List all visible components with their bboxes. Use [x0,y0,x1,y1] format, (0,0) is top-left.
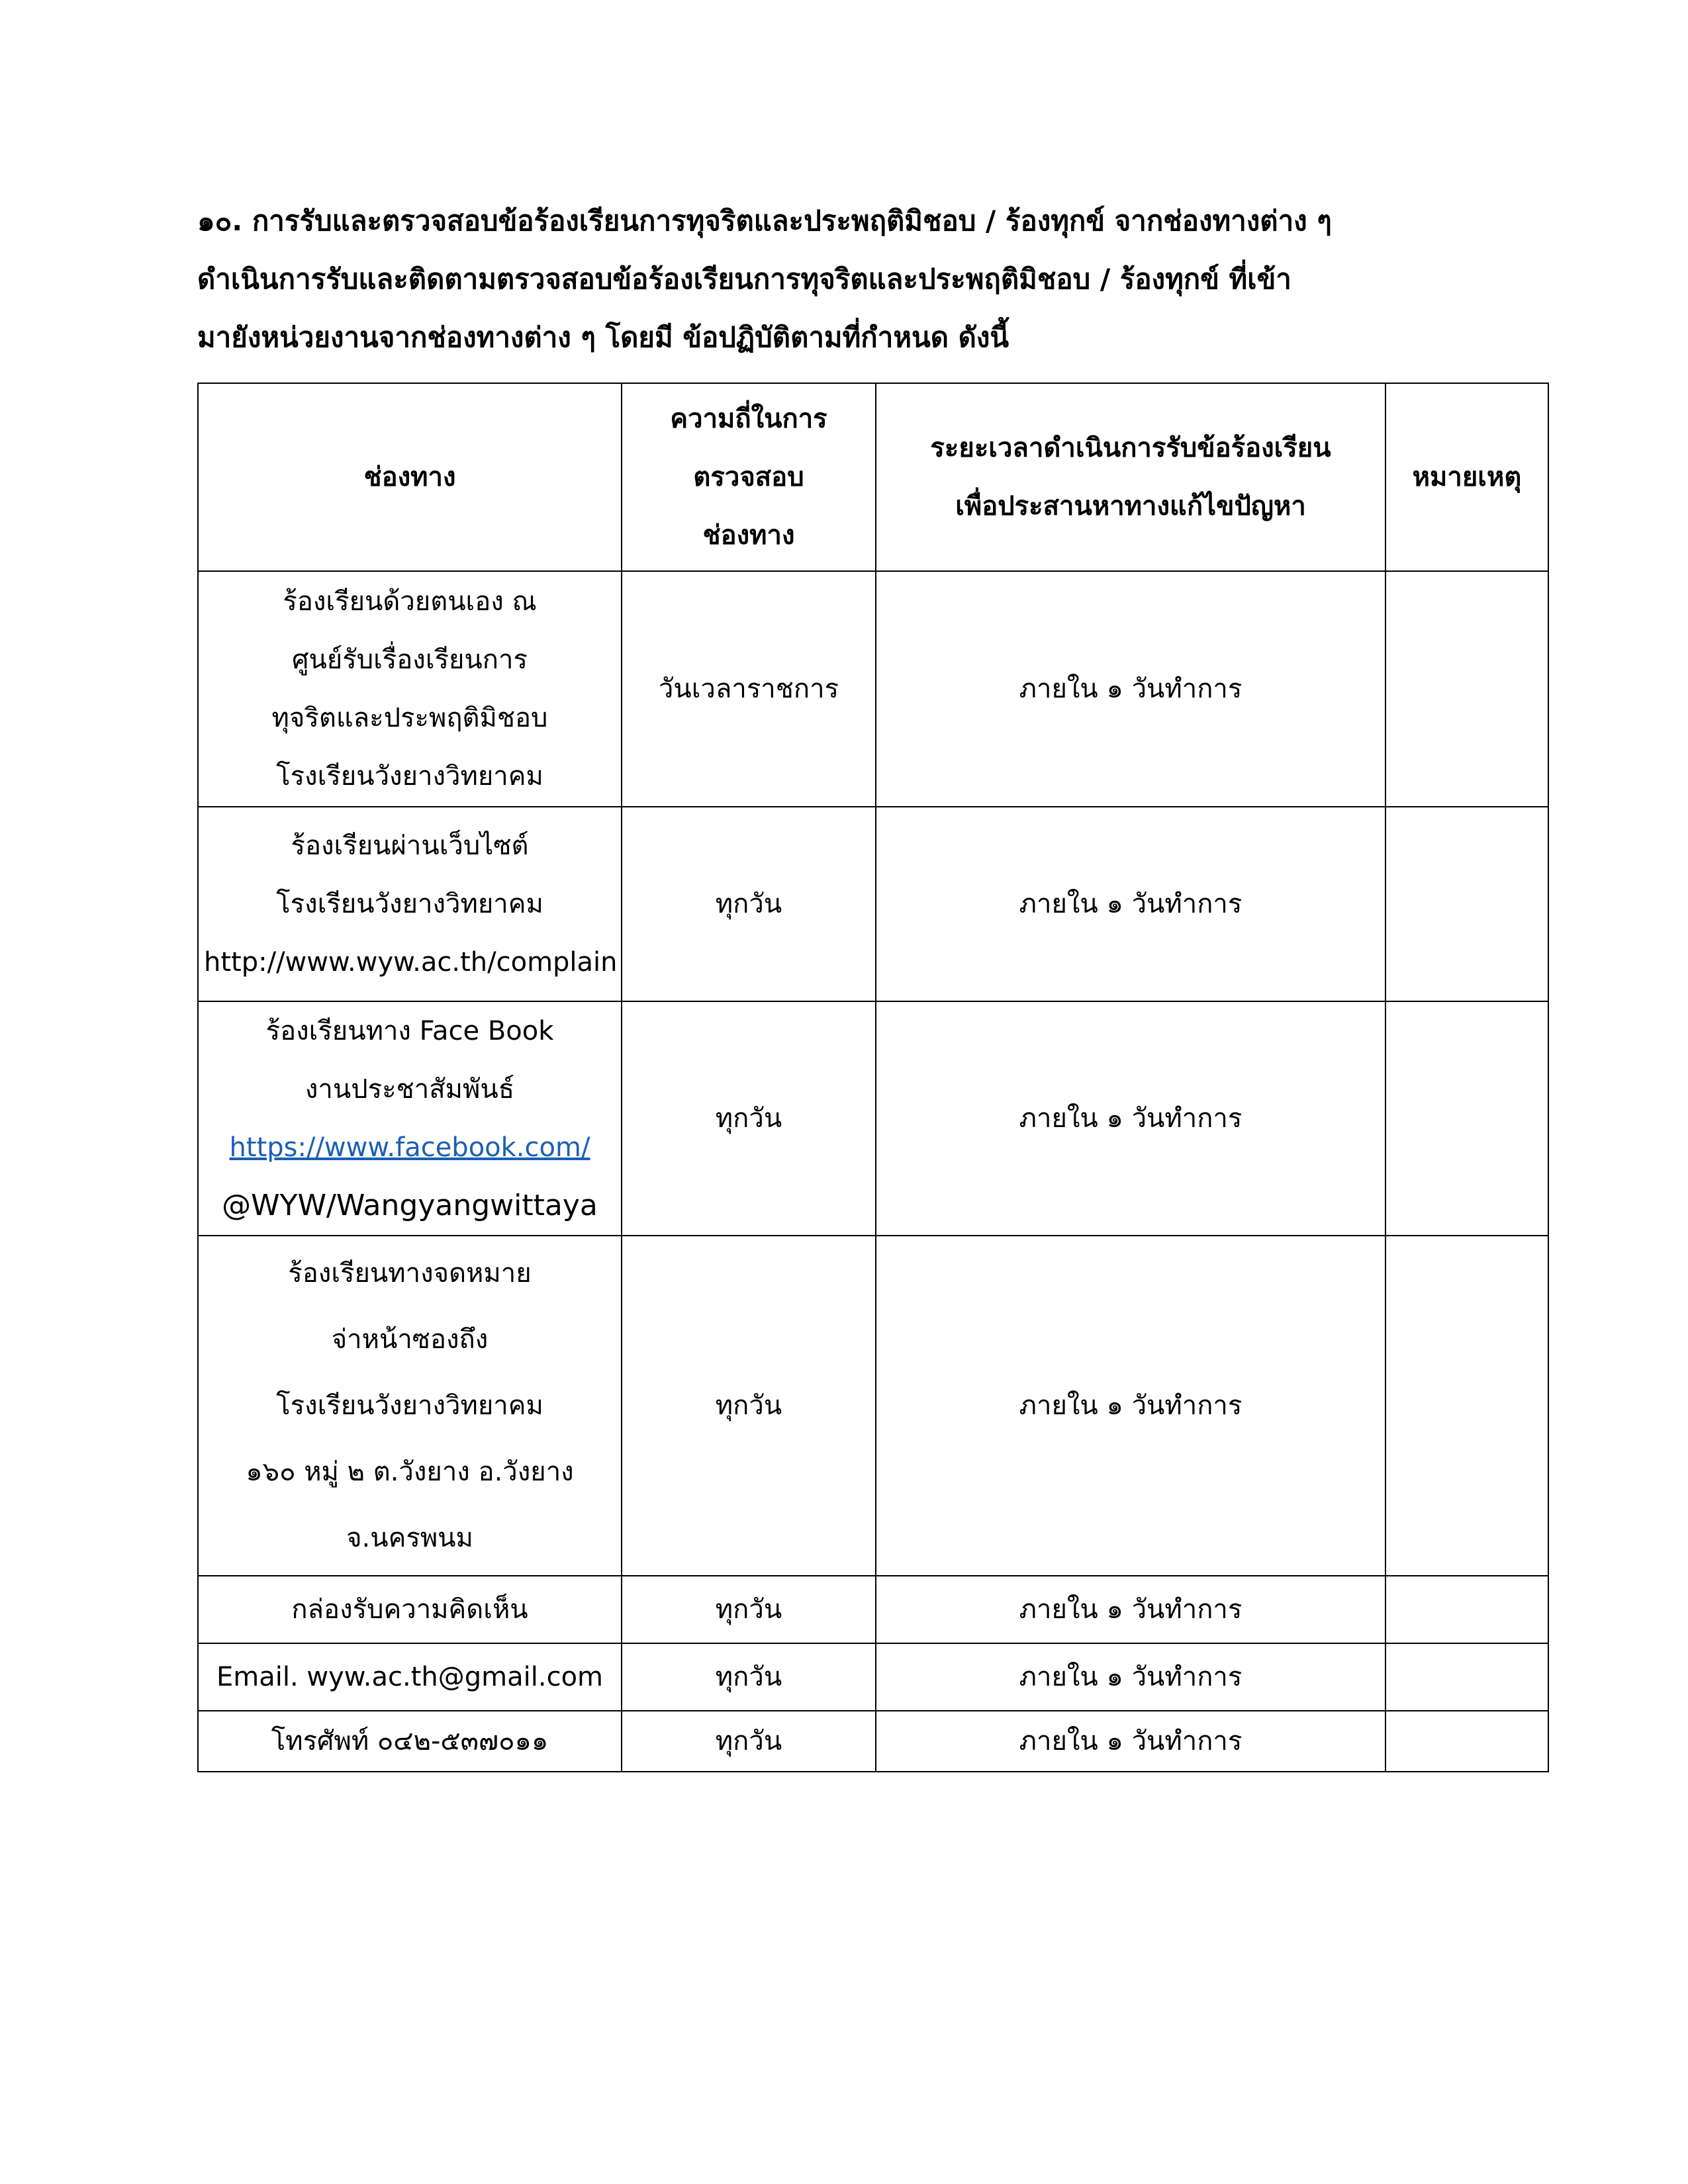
cell-frequency: ทุกวัน [622,1576,876,1643]
cell-channel: Email. wyw.ac.th@gmail.com [198,1643,622,1711]
cell-channel: กล่องรับความคิดเห็น [198,1576,622,1643]
heading-line-1: ๑๐. การรับและตรวจสอบข้อร้องเรียนการทุจริตและประพฤติมิชอบ / ร้องทุกข์ จากช่องทางต่าง ๆ [197,205,1332,237]
table-row [198,1711,1548,1772]
facebook-handle: @WYW/Wangyangwittaya [222,1189,598,1222]
cell-remark [1385,571,1548,807]
header-duration: ระยะเวลาดำเนินการรับข้อร้องเรียน เพื่อประสานหาทางแก้ไขปัญหา [876,383,1385,571]
table-row [198,1236,1548,1576]
cell-duration: ภายใน ๑ วันทำการ [876,1576,1385,1643]
cell-duration: ภายใน ๑ วันทำการ [876,571,1385,807]
facebook-link[interactable]: https://www.facebook.com/ [229,1132,590,1163]
table-header-row [198,383,1548,571]
table-row [198,1001,1548,1236]
cell-frequency: ทุกวัน [622,1236,876,1576]
cell-frequency: วันเวลาราชการ [622,571,876,807]
cell-remark [1385,1576,1548,1643]
cell-channel: ร้องเรียนทางจดหมาย จ่าหน้าซองถึง โรงเรียนวังยางวิทยาคม ๑๖๐ หมู่ ๒ ต.วังยาง อ.วังยาง จ.นครพนม [198,1236,622,1576]
cell-frequency: ทุกวัน [622,1711,876,1772]
cell-channel: โทรศัพท์ ๐๔๒-๕๓๗๐๑๑ [198,1711,622,1772]
cell-remark [1385,1643,1548,1711]
heading-line-2: ดำเนินการรับและติดตามตรวจสอบข้อร้องเรียนการทุจริตและประพฤติมิชอบ / ร้องทุกข์ ที่เข้า [197,263,1291,295]
cell-remark [1385,1236,1548,1576]
cell-frequency: ทุกวัน [622,1001,876,1236]
complaint-channels-table [197,383,1549,1772]
cell-frequency: ทุกวัน [622,807,876,1001]
cell-channel: ร้องเรียนทาง Face Book งานประชาสัมพันธ์ https://www.facebook.com/ @WYW/Wangyangwittaya [198,1001,622,1236]
cell-duration: ภายใน ๑ วันทำการ [876,1643,1385,1711]
cell-duration: ภายใน ๑ วันทำการ [876,1711,1385,1772]
header-remark: หมายเหตุ [1385,383,1548,571]
cell-duration: ภายใน ๑ วันทำการ [876,807,1385,1001]
table-row [198,571,1548,807]
header-channel: ช่องทาง [198,383,622,571]
table-row [198,807,1548,1001]
table-row [198,1576,1548,1643]
section-heading [197,192,1521,367]
heading-line-3: มายังหน่วยงานจากช่องทางต่าง ๆ โดยมี ข้อปฏิบัติตามที่กำหนด ดังนี้ [197,321,1009,353]
cell-channel: ร้องเรียนด้วยตนเอง ณ ศูนย์รับเรื่องเรียนการ ทุจริตและประพฤติมิชอบ โรงเรียนวังยางวิทยาคม [198,571,622,807]
cell-duration: ภายใน ๑ วันทำการ [876,1001,1385,1236]
cell-frequency: ทุกวัน [622,1643,876,1711]
table-row [198,1643,1548,1711]
cell-remark [1385,1711,1548,1772]
cell-remark [1385,1001,1548,1236]
cell-remark [1385,807,1548,1001]
header-frequency: ความถี่ในการ ตรวจสอบ ช่องทาง [622,383,876,571]
website-url: http://www.wyw.ac.th/complain [204,947,618,978]
cell-channel: ร้องเรียนผ่านเว็บไซต์ โรงเรียนวังยางวิทยาคม http://www.wyw.ac.th/complain [198,807,622,1001]
cell-duration: ภายใน ๑ วันทำการ [876,1236,1385,1576]
